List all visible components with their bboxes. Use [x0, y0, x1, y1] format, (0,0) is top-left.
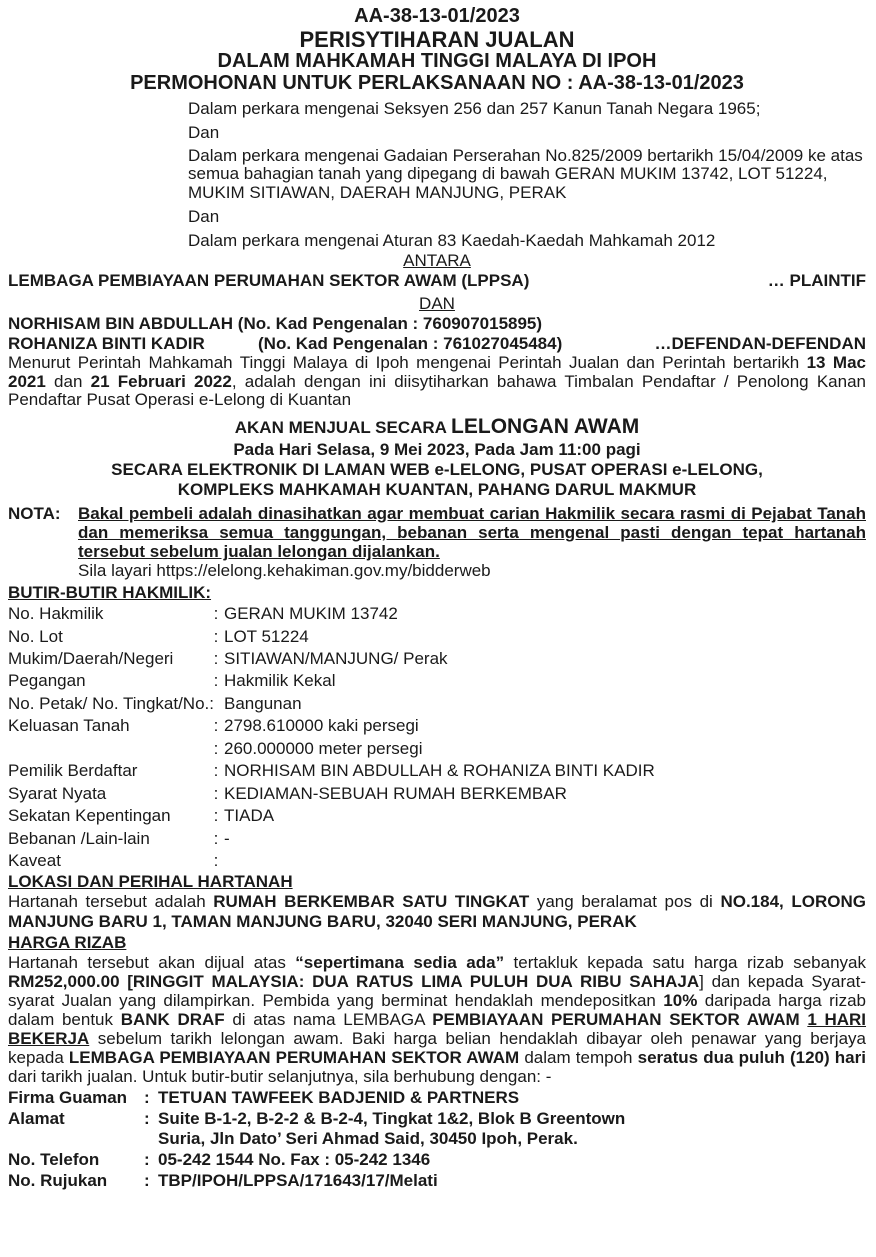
title-detail-colon: :: [213, 716, 219, 736]
title-detail-colon: :: [213, 806, 219, 826]
title-detail-value: Hakmilik Kekal: [224, 671, 336, 691]
reserve-text: dari tarikh jualan. Untuk butir-butir selanjutnya, sila berhubung dengan: -: [8, 1066, 552, 1086]
auction-type: LELONGAN AWAM: [451, 415, 640, 439]
location-paragraph: [8, 892, 866, 930]
title-detail-colon: :: [213, 604, 219, 624]
plaintiff-name: LEMBAGA PEMBIAYAAN PERUMAHAN SEKTOR AWAM (LPPSA): [8, 270, 530, 290]
title-detail-key: Sekatan Kepentingan: [8, 806, 171, 826]
title-detail-value: LOT 51224: [224, 626, 309, 646]
defendant-2-ic: (No. Kad Pengenalan : 761027045484): [258, 333, 563, 353]
firm-key: No. Telefon: [8, 1150, 100, 1169]
title-detail-colon: :: [213, 783, 219, 803]
reserve-text: Hartanah tersebut akan dijual atas: [8, 952, 296, 972]
matter-line: Dan: [188, 122, 220, 142]
title-detail-value: GERAN MUKIM 13742: [224, 604, 398, 624]
reserve-text: di atas nama LEMBAGA: [224, 1009, 433, 1029]
title-detail-row: [8, 693, 655, 715]
firm-value: TBP/IPOH/LPPSA/171643/17/Melati: [158, 1170, 438, 1190]
title-detail-row: [8, 626, 655, 648]
auction-datetime: Pada Hari Selasa, 9 Mei 2023, Pada Jam 11:00 pagi: [233, 439, 641, 459]
defendant-2-name: ROHANIZA BINTI KADIR: [8, 333, 205, 353]
reserve-text: sebelum tarikh lelongan awam. Baki harga belian hendaklah dibayar oleh penawar yang berjaya kepada: [8, 1028, 866, 1067]
payment-period: seratus dua puluh (120) hari: [637, 1047, 866, 1067]
firm-row: [8, 1088, 625, 1109]
page-title: PERISYTIHARAN JUALAN: [299, 26, 575, 52]
title-detail-colon: :: [213, 761, 219, 781]
title-detail-value: NORHISAM BIN ABDULLAH & ROHANIZA BINTI KADIR: [224, 761, 655, 781]
title-detail-key: No. Hakmilik: [8, 604, 104, 624]
defendant-1: NORHISAM BIN ABDULLAH (No. Kad Pengenalan : 760907015895): [8, 313, 543, 333]
matter-line: Dalam perkara mengenai Seksyen 256 dan 257 Kanun Tanah Negara 1965;: [188, 98, 761, 118]
reserve-price: RM252,000.00 [RINGGIT MALAYSIA: DUA RATUS LIMA PULUH DUA RIBU SAHAJA: [8, 971, 700, 991]
title-detail-row: [8, 783, 655, 805]
reserve-heading: HARGA RIZAB: [8, 932, 127, 952]
intro-paragraph: [8, 354, 866, 410]
plaintiff-row: [8, 271, 866, 291]
title-detail-value: TIADA: [224, 806, 275, 826]
title-detail-value: -: [224, 828, 230, 848]
title-detail-row: [8, 738, 655, 760]
title-detail-row: [8, 715, 655, 737]
firm-key: [8, 1129, 144, 1150]
payee-name-2: LEMBAGA PEMBIAYAAN PERUMAHAN SEKTOR AWAM: [68, 1047, 520, 1067]
title-detail-value: Bangunan: [224, 693, 302, 713]
title-detail-colon: :: [213, 626, 219, 646]
intro-text: , adalah dengan ini diisytiharkan bahawa Timbalan Pendaftar / Penolong Kanan Pendaftar Pusat Operasi e-Lelong di Kuantan: [8, 371, 866, 410]
title-detail-colon: :: [213, 738, 219, 758]
firm-colon: [144, 1129, 158, 1150]
firm-value: TETUAN TAWFEEK BADJENID & PARTNERS: [158, 1087, 520, 1107]
court-name: DALAM MAHKAMAH TINGGI MALAYA DI IPOH: [217, 50, 657, 73]
order-date-2: 21 Februari 2022: [90, 371, 232, 391]
reserve-bold: “sepertimana sedia ada”: [295, 952, 505, 972]
firm-key: Alamat: [8, 1108, 65, 1128]
firm-row: [8, 1129, 625, 1150]
payee-name: PEMBIAYAAN PERUMAHAN SEKTOR AWAM: [432, 1009, 800, 1029]
nota-label: NOTA:: [8, 503, 61, 523]
title-detail-row: [8, 603, 655, 625]
title-detail-row: [8, 828, 655, 850]
firm-value: Suria, Jln Dato’ Seri Ahmad Said, 30450 Ipoh, Perak.: [158, 1129, 578, 1149]
title-detail-colon: :: [213, 649, 219, 669]
title-detail-value: [224, 850, 655, 872]
reserve-text: ] dan kepada Syarat-syarat Jualan yang dilampirkan. Pembida yang berminat hendaklah mendepositkan: [8, 971, 867, 1010]
title-detail-value: SITIAWAN/MANJUNG/ Perak: [224, 649, 448, 669]
plaintiff-role: … PLAINTIF: [767, 270, 866, 290]
title-detail-colon: :: [213, 828, 219, 848]
title-detail-key: [8, 738, 208, 760]
location-heading: LOKASI DAN PERIHAL HARTANAH: [8, 872, 293, 892]
case-number: AA-38-13-01/2023: [354, 5, 520, 27]
reserve-paragraph: [8, 953, 866, 1086]
reserve-text: tertakluk kepada satu harga rizab sebanyak: [504, 952, 867, 972]
location-text: yang beralamat pos di: [529, 892, 721, 912]
title-details-table: [8, 603, 655, 872]
law-firm-table: [8, 1088, 625, 1192]
title-detail-key: Syarat Nyata: [8, 783, 107, 803]
matter-line: Dalam perkara mengenai Aturan 83 Kaedah-Kaedah Mahkamah 2012: [188, 230, 716, 250]
nota-block: [8, 504, 866, 581]
matters-block: [8, 99, 866, 251]
deposit-percent: 10%: [663, 990, 698, 1010]
auction-prefix: AKAN MENJUAL SECARA: [234, 418, 452, 438]
firm-colon: :: [144, 1108, 150, 1128]
order-date-1: 13 Mac 2021: [8, 353, 866, 391]
antara-label: ANTARA: [403, 250, 471, 270]
bidder-url: Sila layari https://elelong.kehakiman.gov.my/bidderweb: [78, 561, 491, 581]
title-detail-value: KEDIAMAN-SEBUAH RUMAH BERKEMBAR: [224, 783, 567, 803]
title-detail-key: Pegangan: [8, 671, 86, 691]
defendant-role: …DEFENDAN-DEFENDAN: [654, 333, 866, 353]
title-detail-key: Pemilik Berdaftar: [8, 761, 138, 781]
intro-text: Menurut Perintah Mahkamah Tinggi Malaya di Ipoh mengenai Perintah Jualan dan Perintah bertarikh: [8, 353, 807, 373]
location-text: Hartanah tersebut adalah: [8, 892, 214, 912]
firm-colon: :: [144, 1150, 150, 1169]
firm-value: 05-242 1544 No. Fax : 05-242 1346: [158, 1150, 431, 1169]
title-detail-key: Bebanan /Lain-lain: [8, 828, 150, 848]
title-detail-key: Keluasan Tanah: [8, 716, 130, 736]
title-detail-value: 2798.610000 kaki persegi: [224, 716, 419, 736]
title-detail-row: [8, 648, 655, 670]
property-address: NO.184, LORONG MANJUNG BARU 1, TAMAN MANJUNG BARU, 32040 SERI MANJUNG, PERAK: [8, 892, 866, 931]
title-detail-colon: :: [213, 850, 219, 870]
defendant-2-row: [8, 334, 866, 354]
matter-line: Dalam perkara mengenai Gadaian Perserahan No.825/2009 bertarikh 15/04/2009 ke atas semua bahagian tanah yang dipegang di bawah GERAN MUKIM 13742, LOT 51224, MUKIM SITIAWAN, DAERAH MANJUNG, PERAK: [188, 145, 863, 202]
reserve-text: daripada harga rizab dalam bentuk: [8, 990, 866, 1029]
dan-label: DAN: [419, 293, 455, 313]
firm-key: Firma Guaman: [8, 1087, 128, 1107]
reserve-text: dalam tempoh: [519, 1047, 638, 1067]
title-detail-key: No. Petak/ No. Tingkat/No.:: [8, 693, 214, 713]
title-detail-row: [8, 805, 655, 827]
deposit-deadline: 1 HARI BEKERJA: [8, 1009, 867, 1048]
matter-line: Dan: [188, 206, 220, 226]
bank-draft: BANK DRAF: [120, 1009, 225, 1029]
firm-colon: :: [144, 1170, 150, 1190]
firm-colon: :: [144, 1087, 150, 1107]
firm-key: No. Rujukan: [8, 1170, 108, 1190]
title-detail-colon: :: [213, 671, 219, 691]
firm-row: [8, 1109, 625, 1130]
intro-text: dan: [45, 371, 91, 391]
auction-venue-1: SECARA ELEKTRONIK DI LAMAN WEB e-LELONG, PUSAT OPERASI e-LELONG,: [111, 459, 763, 479]
title-details-heading: BUTIR-BUTIR HAKMILIK:: [8, 583, 212, 603]
application-number: PERMOHONAN UNTUK PERLAKSANAAN NO : AA-38-13-01/2023: [130, 71, 744, 94]
title-detail-key: Mukim/Daerah/Negeri: [8, 649, 174, 669]
auction-venue-2: KOMPLEKS MAHKAMAH KUANTAN, PAHANG DARUL MAKMUR: [177, 479, 697, 499]
title-detail-value: 260.000000 meter persegi: [224, 738, 423, 758]
nota-text: Bakal pembeli adalah dinasihatkan agar membuat carian Hakmilik secara rasmi di Pejabat Tanah dan memeriksa semua tanggungan, bebanan serta mengenal pasti dengan tepat hartanah tersebut sebelum jualan lelongan dijalankan.: [78, 503, 866, 562]
title-detail-row: [8, 670, 655, 692]
firm-row: [8, 1150, 625, 1171]
title-detail-key: Kaveat: [8, 850, 61, 870]
title-detail-key: No. Lot: [8, 626, 63, 646]
property-type: RUMAH BERKEMBAR SATU TINGKAT: [213, 892, 530, 912]
auction-heading: [8, 415, 866, 440]
firm-value: Suite B-1-2, B-2-2 & B-2-4, Tingkat 1&2, Blok B Greentown: [158, 1108, 626, 1128]
title-detail-row: [8, 850, 655, 872]
firm-row: [8, 1171, 625, 1192]
title-detail-row: [8, 760, 655, 782]
